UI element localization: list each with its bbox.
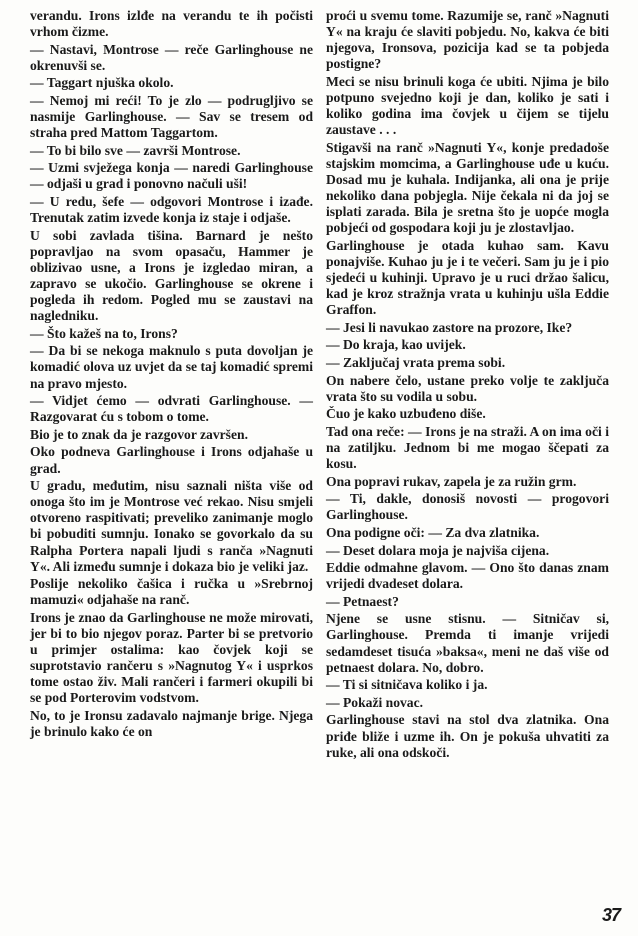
paragraph: — Petnaest? (326, 593, 399, 609)
paragraph: Oko podneva Garlinghouse i Irons odjahaše u grad. (30, 444, 313, 476)
paragraph: U gradu, međutim, nisu saznali ništa više od onoga što im je Montrose već rekao. Nisu smjeli otvoreno raspitivati; preveliko zanimanje moglo bi pobuditi sumnju. Ionako se govorkalo da su Ralpha Portera napali ljudi s ranča »Nagnuti Y«. Ali između sumnje i dokaza bio je veliki jaz. (30, 478, 313, 574)
paragraph: Ona podigne oči: — Za dva zlatnika. (326, 524, 540, 540)
paragraph: On nabere čelo, ustane preko volje te zaključa vrata što su vodila u sobu. (326, 372, 609, 404)
paragraph: Garlinghouse je otada kuhao sam. Kavu ponajviše. Kuhao ju je i te večeri. Sam ju je i pio sjedeći u kuhinji. Upravo je u ruci držao šalicu, kad je kroz stražnja vrata u kuhinju ušla Eddie Graffon. (326, 237, 609, 318)
paragraph: — To bi bilo sve — završi Montrose. (30, 142, 241, 158)
paragraph: Stigavši na ranč »Nagnuti Y«, konje predadoše stajskim momcima, a Garlinghouse uđe u kuću. Dosad mu je kuhala. Indijanka, ali ona je prije nekoliko dana pobjegla. Nije čekala ni da joj se isplati zarada. Bila je sretna što je uopće mogla pobjeći od gospodara koji ju je zlostavljao. (326, 139, 609, 236)
right-text-column (326, 8, 609, 761)
paragraph: — Uzmi svježega konja — naredi Garlinghouse — odjaši u grad i ponovno načuli uši! (30, 160, 313, 192)
paragraph: Eddie odmahne glavom. — Ono što danas znam vrijedi dvadeset dolara. (326, 560, 609, 592)
paragraph: — Da bi se nekoga maknulo s puta dovoljan je komadić olova uz uvjet da se taj komadić spremi na pravo mjesto. (30, 343, 313, 391)
paragraph: — Zaključaj vrata prema sobi. (326, 354, 506, 370)
paragraph: — Jesi li navukao zastore na prozore, Ike? (326, 319, 573, 335)
left-text-column (30, 8, 313, 740)
paragraph: — Do kraja, kao uvijek. (326, 337, 466, 353)
paragraph: Bio je to znak da je razgovor završen. (30, 426, 248, 442)
paragraph: proći u svemu tome. Razumije se, ranč »Nagnuti Y« na kraju će slaviti pobjedu. No, kakva će biti njegova, Ironsova, pozicija kad se ta pobjeda postigne? (326, 8, 609, 72)
paragraph: No, to je Ironsu zadavalo najmanje brige. Njega je brinulo kako će on (30, 707, 313, 740)
paragraph: — Pokaži novac. (326, 694, 424, 710)
paragraph: Ona popravi rukav, zapela je za ružin grm. (326, 473, 577, 489)
paragraph: Čuo je kako uzbuđeno diše. (326, 406, 486, 422)
paragraph: — Ti, dakle, donosiš novosti — progovori Garlinghouse. (326, 491, 609, 523)
paragraph: Irons je znao da Garlinghouse ne može mirovati, jer bi to bio njegov poraz. Parter bi se pretvorio u primjer ostalima: kao čovjek koji se suprotstavio rančeru s »Nagnutog Y« i usprkos tome ostao živ. Mali rančeri i farmeri okupili bi se pod Porterovim vodstvom. (30, 609, 313, 706)
paragraph: Meci se nisu brinuli koga će ubiti. Njima je bilo potpuno svejedno koji je dan, koliko je sati i koliko godina ima čovjek u čijem se tijelu zaustave . . . (326, 73, 609, 138)
paragraph: Garlinghouse stavi na stol dva zlatnika. Ona priđe bliže i uzme ih. On je pokuša uhvatiti za ruke, ali ona odskoči. (326, 712, 609, 760)
paragraph: — Što kažeš na to, Irons? (30, 325, 178, 341)
paragraph: — Deset dolara moja je najviša cijena. (326, 542, 550, 558)
paragraph: — Taggart njuška okolo. (30, 75, 174, 91)
paragraph: — Vidjet ćemo — odvrati Garlinghouse. — Razgovarat ću s tobom o tome. (30, 393, 313, 425)
paragraph: — Nemoj mi reći! To je zlo — podrugljivo se nasmije Garlinghouse. — Sav se tresem od straha pred Mattom Taggartom. (30, 92, 313, 141)
paragraph: Poslije nekoliko čašica i ručka u »Srebrnoj mamuzi« odjahaše na ranč. (30, 576, 313, 608)
paragraph: U sobi zavlada tišina. Barnard je nešto popravljao na svom opasaču, Hammer je oblizivao usne, a Irons je izgledao miran, a zapravo se ukočio. Garlinghouse se okrene i pogleda ih redom. Pogled mu se zaustavi na nagledniku. (30, 227, 313, 324)
page-number: 37 (601, 905, 620, 925)
paragraph: — Ti si sitničava koliko i ja. (326, 677, 488, 693)
paragraph: Tad ona reče: — Irons je na straži. A on ima oči i na zatiljku. Jednom bi me mogao ščepati za kosu. (326, 423, 609, 472)
paragraph: verandu. Irons izlđe na verandu te ih počisti vrhom čizme. (30, 8, 313, 40)
paragraph: — U redu, šefe — odgovori Montrose i izađe. Trenutak zatim izvede konja iz staje i odjaše. (30, 194, 313, 226)
paragraph: — Nastavi, Montrose — reče Garlinghouse ne okrenuvši se. (30, 41, 313, 73)
paragraph: Njene se usne stisnu. — Sitničav si, Garlinghouse. Premda ti imanje vrijedi sedamdeset tisuća »baksa«, meni ne daš više od petnaest dolara. No, dobro. (326, 611, 609, 675)
